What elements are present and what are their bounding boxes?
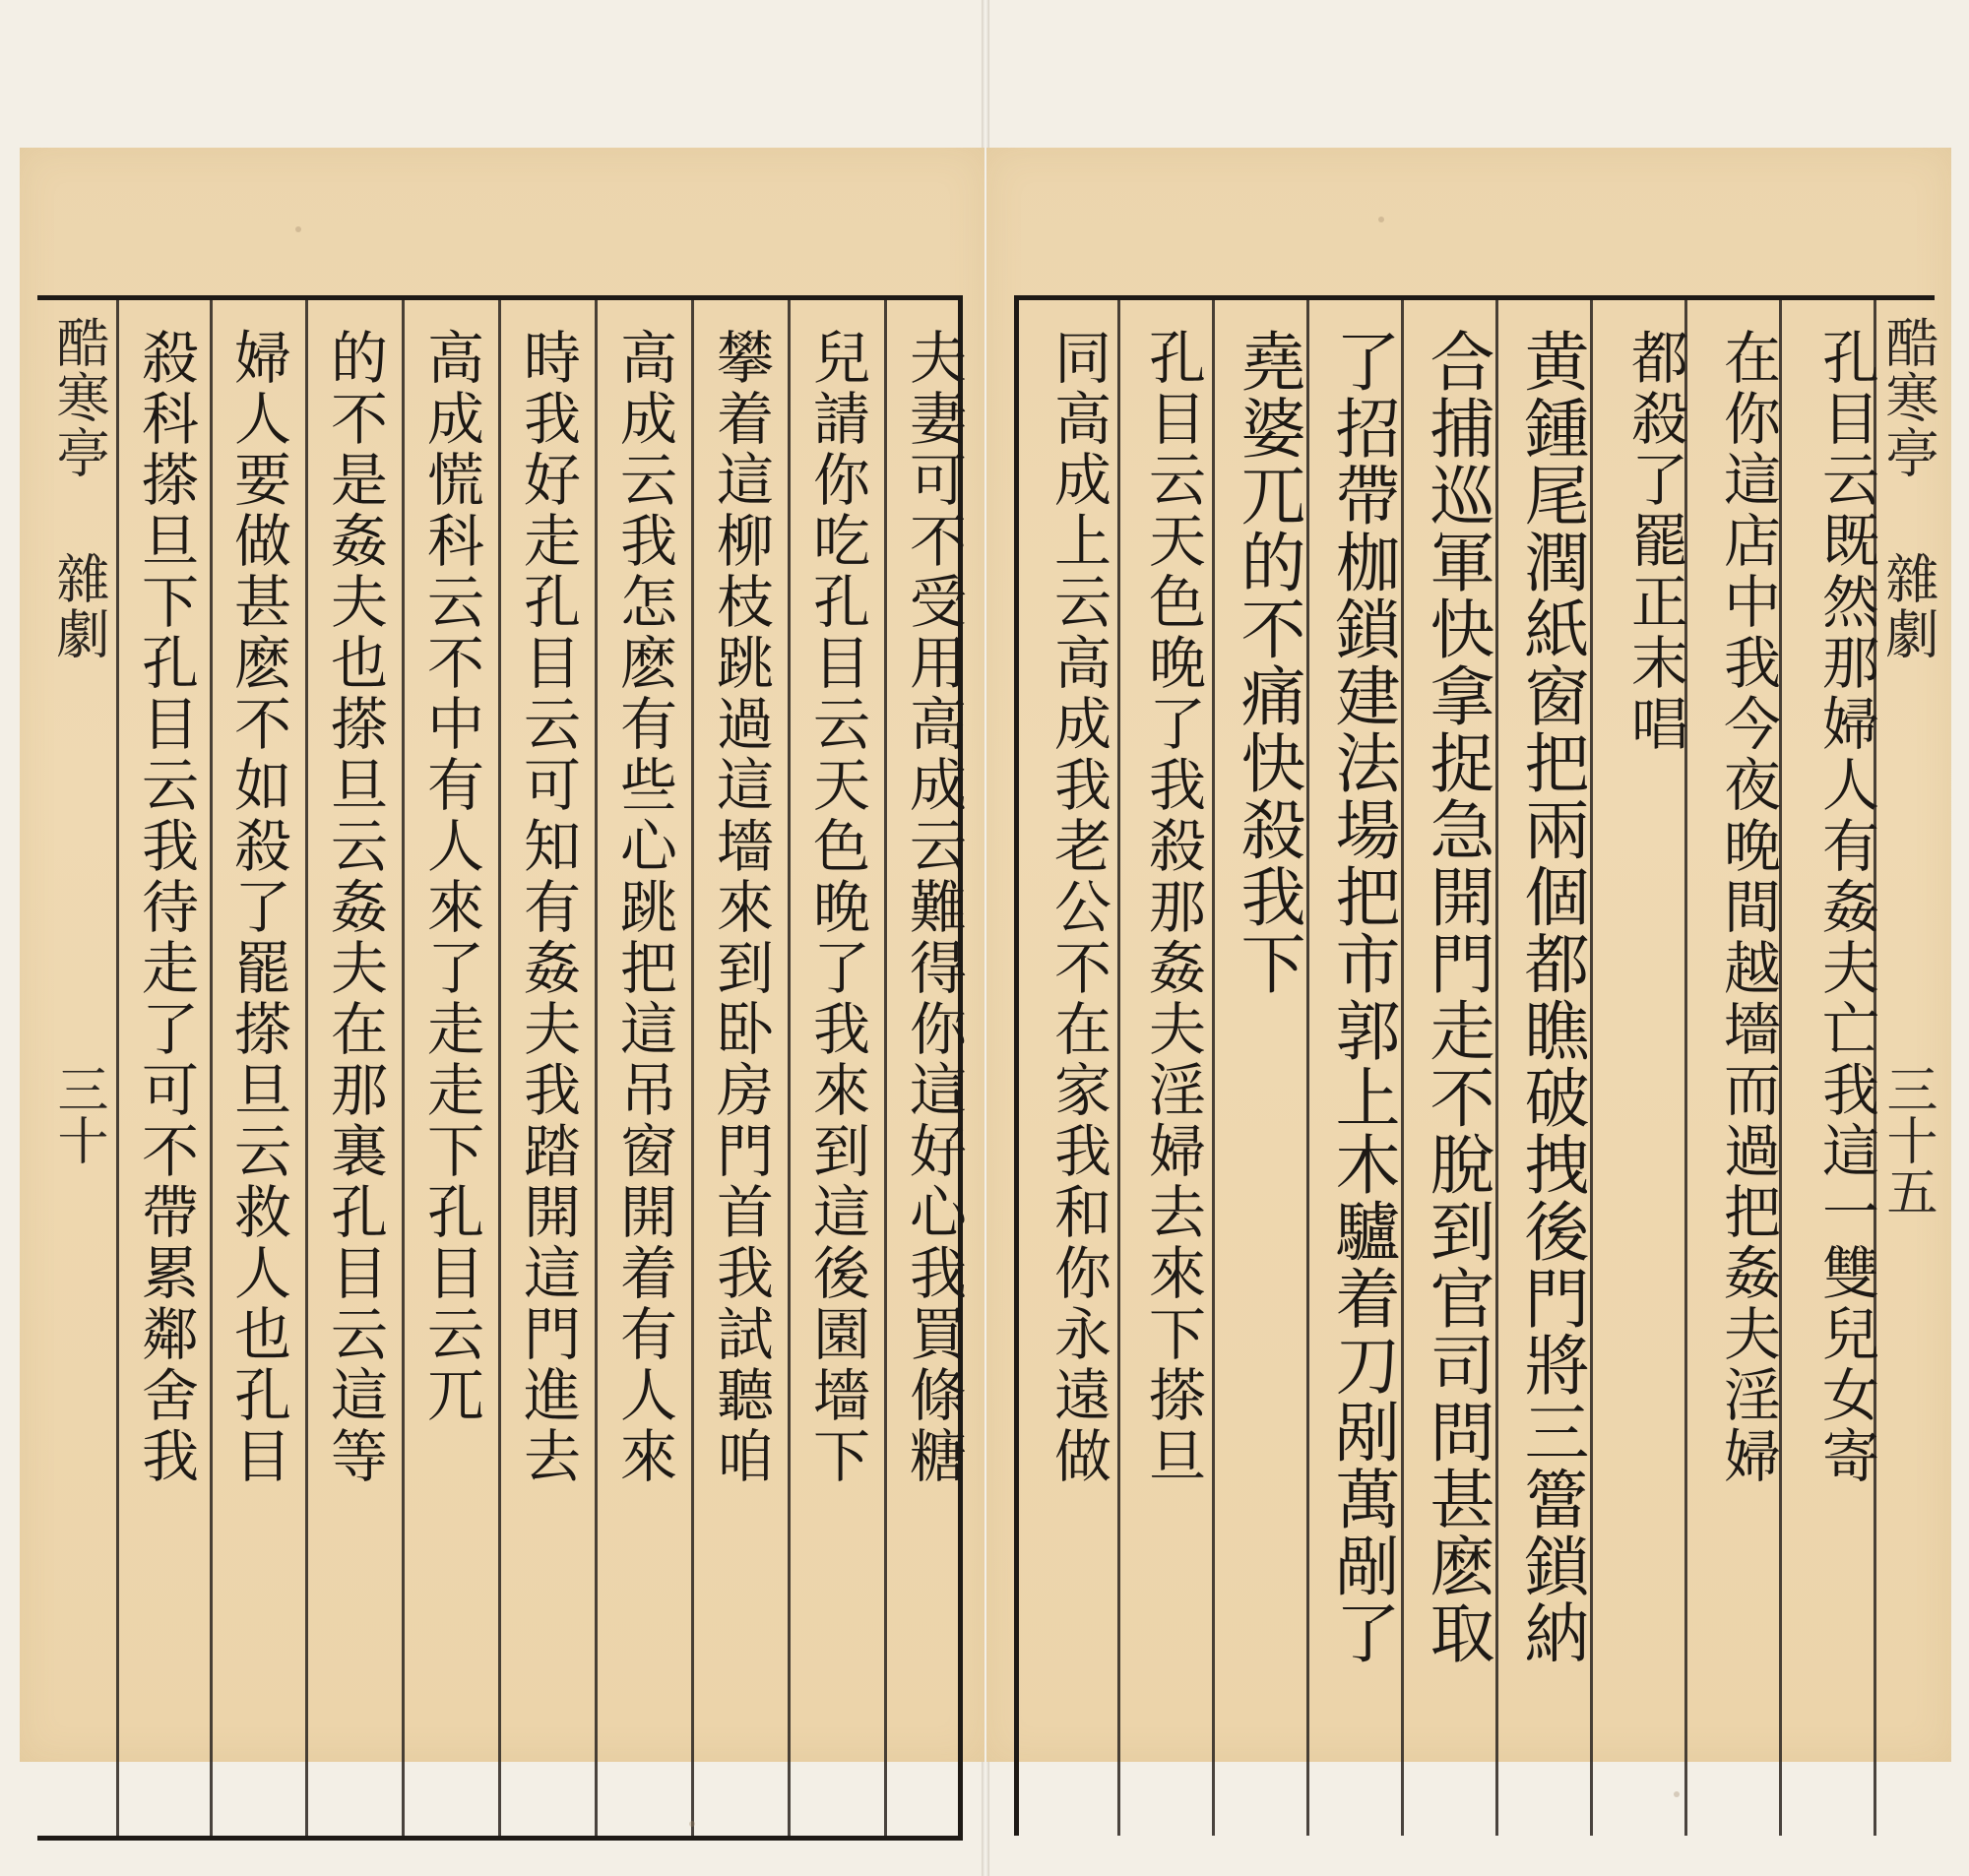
text-column: 都殺了罷正末唱 [1621,328,1688,755]
column-rule [402,300,405,1836]
column-rule [1117,300,1120,1836]
text-column: 攀着這柳枝跳過這墻來到卧房門首我試聽咱 [707,328,774,1487]
text-column: 兒請你吃孔目云天色晚了我來到這後園墻下 [803,328,870,1487]
column-rule [595,300,598,1836]
right-text-frame [1014,295,1935,1836]
text-column: 殺科搽旦下孔目云我待走了可不帶累鄰舍我 [132,328,199,1487]
text-column: 高成云我怎麽有些心跳把這吊窗開着有人來 [610,328,677,1487]
left-page-number: 三十 [48,1063,107,1165]
text-column: 高成慌科云不中有人來了走走下孔目云兀 [417,328,484,1426]
column-rule [691,300,694,1836]
column-rule [1401,300,1404,1836]
paper-speck [689,1821,695,1827]
right-margin-section: 雜劇 [1877,551,1939,661]
column-rule [1495,300,1498,1836]
text-column: 時我好走孔目云可知有姦夫我踏開這門進去 [514,328,581,1487]
column-rule [1212,300,1215,1836]
column-rule [1590,300,1593,1836]
column-rule [498,300,501,1836]
text-column: 夫妻可不受用高成云難得你這好心我買條糖 [900,328,967,1487]
text-column: 合捕巡軍快拿捉急開門走不脫到官司問甚麽取 [1419,328,1494,1666]
text-column: 黄鍾尾潤紙窗把兩個都瞧破拽後門將三簹鎖納 [1513,328,1589,1666]
right-margin-title: 酷寒亭 [1877,315,1939,480]
text-column: 婦人要做甚麽不如殺了罷搽旦云救人也孔目 [224,328,291,1487]
text-column: 堯婆兀的不痛快殺我下 [1230,328,1305,997]
paper-speck [295,226,301,232]
paper-speck [1378,217,1384,222]
text-column: 孔目云天色晚了我殺那姦夫淫婦去來下搽旦 [1139,328,1206,1487]
text-column: 了招帶枷鎖建法場把市郭上木驢着刀剐萬剮了 [1324,328,1400,1666]
column-rule [116,300,119,1836]
text-column: 的不是姦夫也搽旦云姦夫在那裏孔目云這等 [321,328,388,1487]
column-rule [210,300,213,1836]
paper-speck [1674,1791,1680,1797]
text-column: 同高成上云高成我老公不在家我和你永遠做 [1045,328,1112,1487]
text-column: 孔目云既然那婦人有姦夫亡我這一雙兒女寄 [1812,328,1879,1487]
column-rule [1306,300,1309,1836]
left-margin-title: 酷寒亭 [48,315,110,480]
left-text-frame [37,295,967,1841]
column-rule [884,300,887,1836]
column-rule [305,300,308,1836]
column-rule [788,300,791,1836]
text-column: 在你這店中我今夜晚間越墻而過把姦夫淫婦 [1714,328,1781,1487]
left-margin-section: 雜劇 [48,551,110,661]
right-page-number: 三十五 [1877,1063,1937,1217]
